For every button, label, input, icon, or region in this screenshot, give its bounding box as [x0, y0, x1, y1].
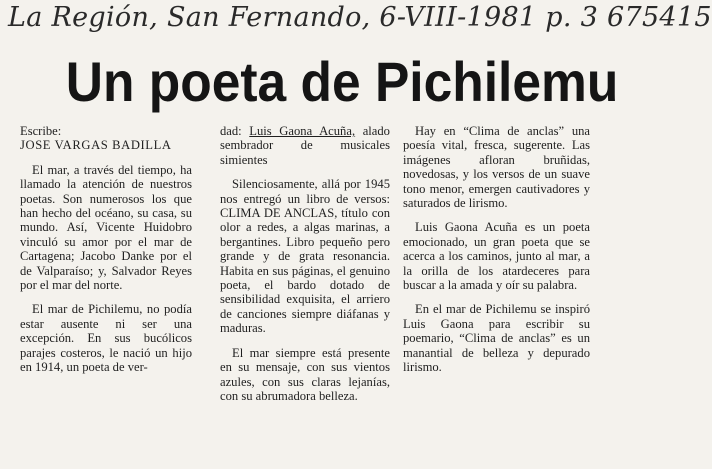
article-column-1 [20, 124, 192, 469]
paragraph-col3-1: Hay en “Clima de anclas” una poesía vital, fresca, sugerente. Las imágenes afloran bruñidas, novedosas, y los versos de un suave tono menor, emergen cautivadores y saturados de lirismo. [403, 124, 590, 211]
article-column-2 [220, 124, 390, 469]
poet-epithet: alado sembrador de musicales simientes [220, 124, 390, 167]
paragraph-col2-1 [220, 124, 390, 167]
headline: Un poeta de Pichilemu [65, 50, 619, 113]
paragraph-col2-3: El mar siempre está presente en su mensaje, con sus vientos azules, con sus claras lejanías, con su abrumadora belleza. [220, 345, 390, 403]
paragraph-col1-1: El mar, a través del tiempo, ha llamado la atención de nuestros poetas. Son numerosos los que han hecho del océano, su casa, su mundo. Así, Vicente Huidobro vinculó su amor por el mar de Cartagena; Jacobo Danke por el de Valparaíso; y, Salvador Reyes por el mar del norte. [20, 162, 192, 293]
paragraph-col3-3: En el mar de Pichilemu se inspiró Luis Gaona para escribir su poemario, “Clima de anclas” es un manantial de belleza y depurado lirismo. [403, 302, 590, 375]
continuation-word: dad: [220, 124, 242, 138]
handwritten-source-note: La Región, San Fernando, 6-VIII-1981 p. 3 675415 [8, 2, 712, 33]
paragraph-col1-2: El mar de Pichilemu, no podía estar ausente ni ser una excepción. En sus bucólicos parajes costeros, le nació un hijo en 1914, un poeta de ver- [20, 302, 192, 375]
paragraph-col3-2: Luis Gaona Acuña es un poeta emocionado, un gran poeta que se acerca a los caminos, junto al mar, a la orilla de los atardeceres para buscar a la amada y oír su palabra. [403, 220, 590, 293]
byline-label: Escribe: [20, 124, 62, 138]
byline-name: JOSE VARGAS BADILLA [20, 138, 172, 153]
article-column-3 [403, 124, 590, 469]
poet-name: Luis Gaona Acuña, [249, 124, 356, 138]
paragraph-col2-2: Silenciosamente, allá por 1945 nos entregó un libro de versos: CLIMA DE ANCLAS, título con olor a redes, a algas marinas, a bergantines. Libro pequeño pero grande y de grata resonancia. Habita en sus páginas, el genuino poeta, el bardo dotado de sensibilidad exquisita, el arriero de canciones siempre diáfanas y maduras. [220, 177, 390, 336]
